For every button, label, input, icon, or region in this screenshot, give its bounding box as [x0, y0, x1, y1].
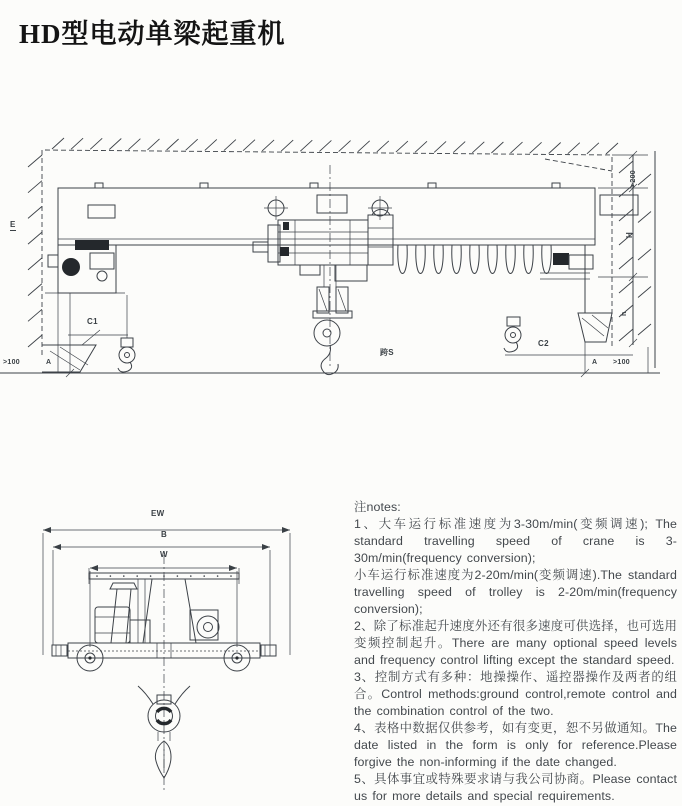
dim-label-w: W: [160, 550, 168, 559]
dim-label-c1: C1: [87, 317, 98, 326]
note-item-1b: 小车运行标准速度为2-20m/min(变频调速).The standard travelling speed of trolley is 2-20m/min(frequency conversion);: [354, 568, 677, 616]
note-item-3: 3、控制方式有多种：地操操作、遥控器操作及两者的组合。Control methods:ground control,remote control and the combination control of the two.: [354, 670, 677, 718]
note-item-4: 4、表格中数据仅供参考，如有变更，恕不另做通知。The date listed in the form is only for reference.Please forgive the non-informing if the date changed.: [354, 721, 677, 769]
end-view-hook-block: [138, 686, 190, 778]
dim-label-gt200: >200: [630, 170, 637, 187]
notes-heading: 注notes:: [354, 500, 401, 514]
dim-label-ew: EW: [151, 509, 165, 518]
dim-label-e: E: [10, 220, 16, 229]
hook-left: [118, 295, 135, 372]
left-end-carriage: [42, 240, 125, 372]
dim-label-gt100-left: >100: [3, 359, 20, 366]
dim-label-a-right: A: [592, 359, 598, 366]
end-view-dimensions: [43, 527, 290, 655]
crane-elevation-drawing: [0, 95, 682, 395]
dim-label-c2: C2: [538, 339, 549, 348]
crane-end-view-drawing: [25, 505, 325, 805]
note-item-5: 5、具体事宜或特殊要求请与我公司协商。Please contact us for more details and special requirements.: [354, 772, 677, 803]
dim-label-a-left: A: [46, 359, 52, 366]
page-title: HD型电动单梁起重机: [19, 19, 286, 49]
dim-label-h: H: [625, 231, 634, 238]
festoon-cable: [398, 245, 551, 274]
hook-right: [504, 317, 521, 352]
note-item-2: 2、除了标准起升速度外还有很多速度可供选择，也可选用变频控制起升。There are many optional speed levels and frequency control lifting except the standard speed.: [354, 619, 677, 667]
dim-label-b: B: [161, 530, 168, 539]
girder: [58, 183, 638, 245]
notes-section: [354, 499, 677, 805]
dim-label-gt100-right: >100: [613, 359, 630, 366]
note-item-1: 1、大车运行标准速度为3-30m/min(变频调速); The standard travelling speed of crane is 3-30m/min(frequency conversion);: [354, 517, 677, 565]
crane-end-view-svg: [25, 505, 325, 805]
dim-label-span-s: 跨S: [380, 348, 394, 357]
dim-label-h-small: h: [621, 311, 628, 316]
crane-elevation-svg: [0, 95, 682, 395]
